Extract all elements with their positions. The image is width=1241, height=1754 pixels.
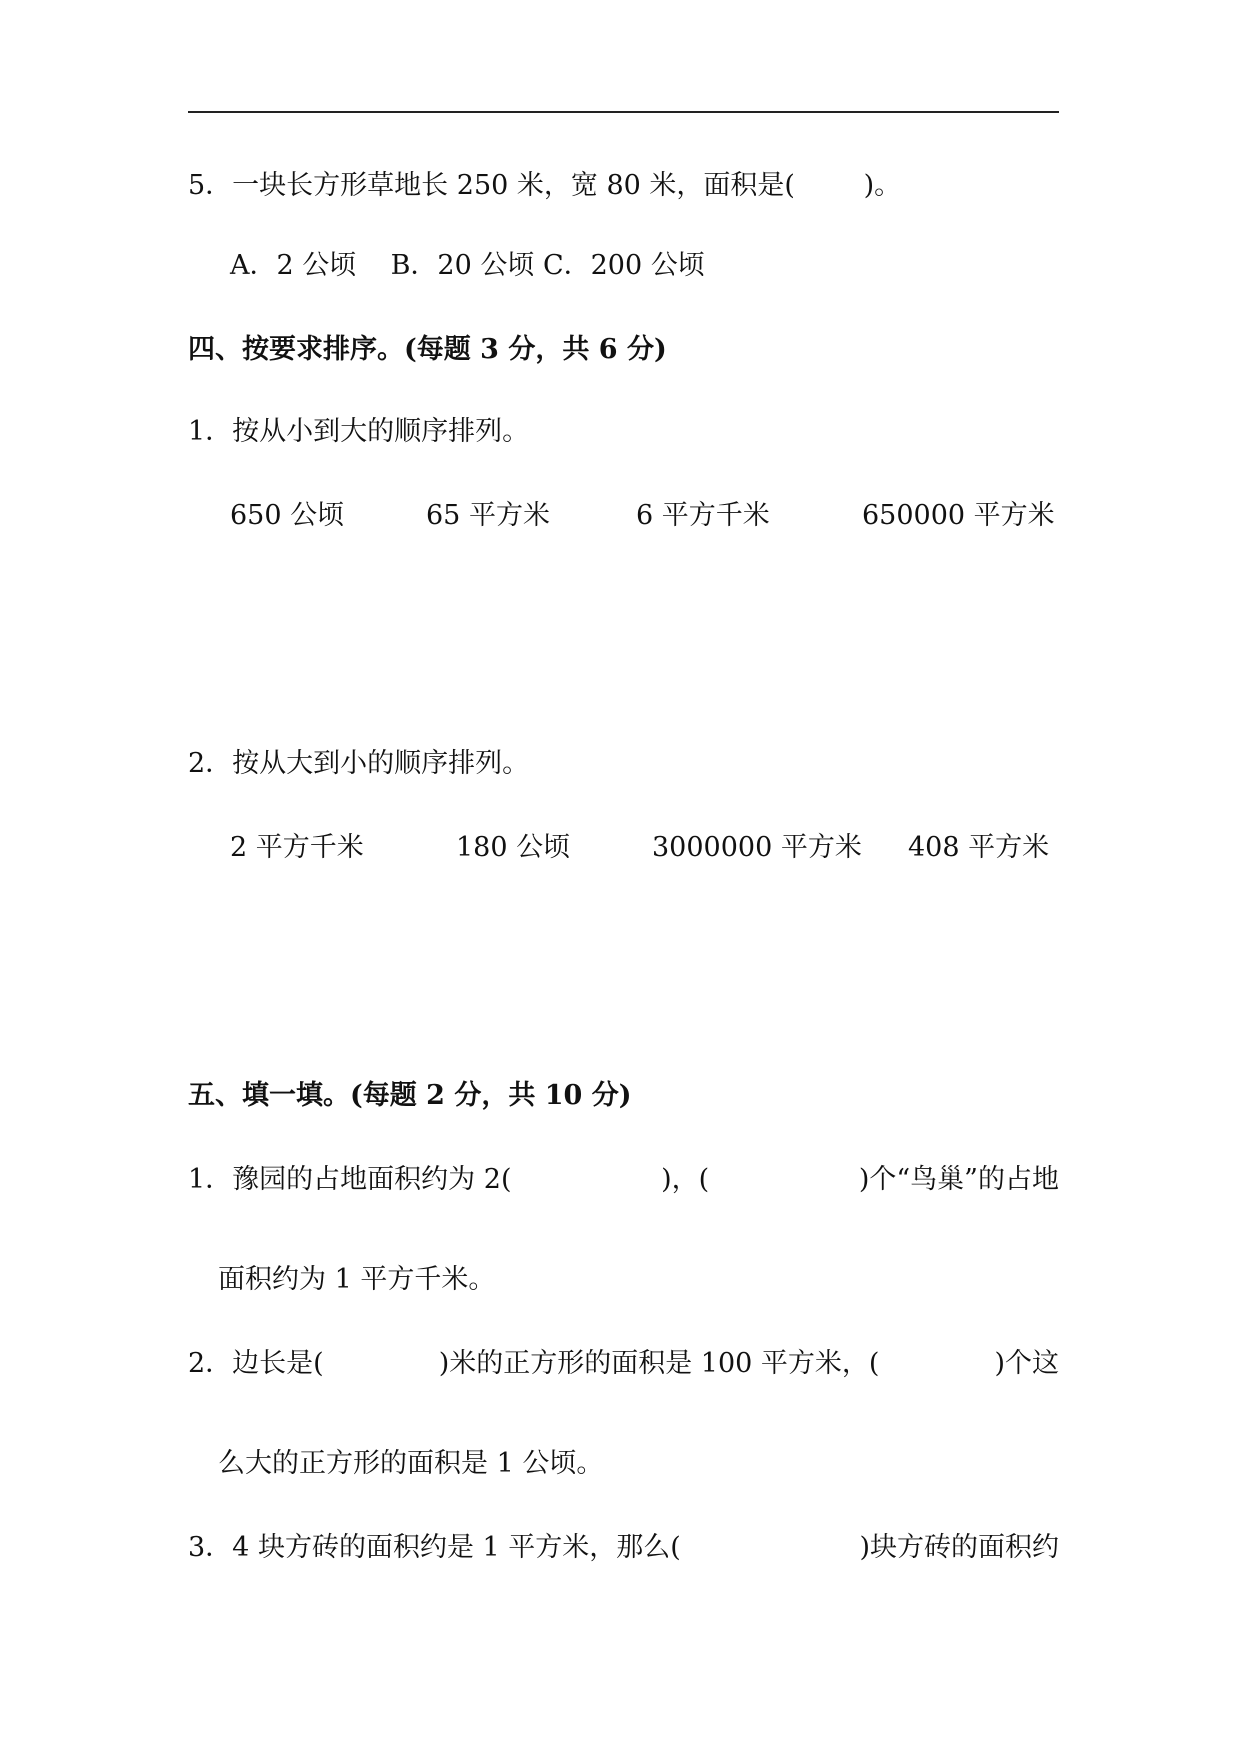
section-5-question-1-part-c: )个“鸟巢”的占地 [858, 1164, 1059, 1195]
sequence-2-item-4: 408 平方米 [908, 832, 1050, 863]
sequence-1-item-2: 65 平方米 [426, 500, 550, 531]
sequence-2-item-3: 3000000 平方米 [652, 832, 862, 863]
section-5-question-1-line-2: 面积约为 1 平方千米。 [218, 1264, 496, 1295]
section-5-question-1-part-b: )，( [661, 1164, 710, 1195]
section-4-question-2-text: 2．按从大到小的顺序排列。 [188, 748, 530, 779]
section-5-question-2-part-a: 2．边长是( [188, 1348, 324, 1379]
section-5-question-3-line-1 [188, 1530, 1059, 1566]
sequence-2-item-2: 180 公顷 [456, 832, 571, 863]
section-5-question-3-part-a: 3．4 块方砖的面积约是 1 平方米，那么( [188, 1532, 681, 1563]
question-5-options: A．2 公顷 B．20 公顷 C．200 公顷 [230, 250, 705, 281]
question-5-text: 5．一块长方形草地长 250 米，宽 80 米，面积是( )。 [188, 170, 902, 201]
section-5-title: 五、填一填。(每题 2 分，共 10 分) [188, 1080, 632, 1111]
section-5-question-2-line-2: 么大的正方形的面积是 1 公顷。 [218, 1448, 604, 1479]
section-5-question-3-part-b: )块方砖的面积约 [859, 1532, 1059, 1563]
sequence-1-item-4: 650000 平方米 [862, 500, 1055, 531]
section-4-title: 四、按要求排序。(每题 3 分，共 6 分) [188, 334, 667, 365]
section-4-question-1-text: 1．按从小到大的顺序排列。 [188, 416, 530, 447]
section-5-question-1-line-1 [188, 1162, 1059, 1198]
top-rule [188, 111, 1059, 113]
section-5-question-2-part-c: )个这 [994, 1348, 1059, 1379]
sequence-1-item-1: 650 公顷 [230, 500, 345, 531]
section-5-question-2-part-b: )米的正方形的面积是 100 平方米，( [438, 1348, 880, 1379]
sequence-2-item-1: 2 平方千米 [230, 832, 364, 863]
section-5-question-1-part-a: 1．豫园的占地面积约为 2( [188, 1164, 512, 1195]
sequence-1-item-3: 6 平方千米 [636, 500, 770, 531]
section-5-question-2-line-1 [188, 1346, 1059, 1382]
